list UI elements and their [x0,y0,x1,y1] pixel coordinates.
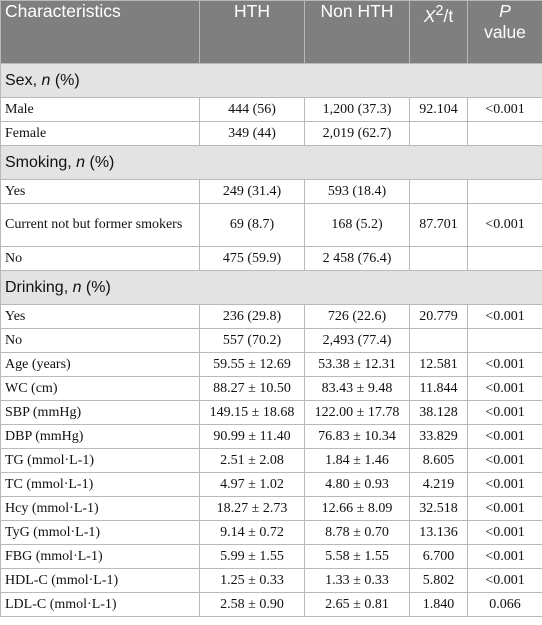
cell-hth: 349 (44) [200,122,305,146]
cell-p-value: <0.001 [468,449,542,473]
cell-hth: 59.55 ± 12.69 [200,353,305,377]
row-label: LDL-C (mmol·L-1) [1,593,200,617]
cell-non-hth: 83.43 ± 9.48 [305,377,410,401]
header-stat-rest: /t [443,5,454,26]
table-row [1,247,542,271]
table-row [1,377,542,401]
cell-hth: 18.27 ± 2.73 [200,497,305,521]
header-stat-x: X [423,5,436,26]
cell-non-hth: 2,493 (77.4) [305,329,410,353]
cell-p-value: 0.066 [468,593,542,617]
cell-statistic: 13.136 [410,521,468,545]
table-row [1,329,542,353]
cell-non-hth: 5.58 ± 1.55 [305,545,410,569]
cell-statistic [410,247,468,271]
header-p-word: value [484,22,526,42]
table-row [1,98,542,122]
cell-p-value: <0.001 [468,473,542,497]
row-label: Current not but former smokers [1,204,200,247]
table-row [1,180,542,204]
cell-p-value [468,329,542,353]
cell-p-value [468,247,542,271]
header-p-letter: P [499,1,511,21]
cell-non-hth: 2,019 (62.7) [305,122,410,146]
table-row [1,473,542,497]
section-title: Smoking, n (%) [1,146,542,180]
row-label: TG (mmol·L-1) [1,449,200,473]
cell-non-hth: 2 458 (76.4) [305,247,410,271]
cell-hth: 2.58 ± 0.90 [200,593,305,617]
cell-statistic: 1.840 [410,593,468,617]
cell-non-hth: 726 (22.6) [305,305,410,329]
table-row [1,569,542,593]
cell-p-value: <0.001 [468,401,542,425]
row-label: SBP (mmHg) [1,401,200,425]
header-hth: HTH [200,1,305,64]
cell-statistic: 4.219 [410,473,468,497]
cell-non-hth: 1.84 ± 1.46 [305,449,410,473]
cell-non-hth: 76.83 ± 10.34 [305,425,410,449]
cell-p-value: <0.001 [468,377,542,401]
row-label: No [1,329,200,353]
cell-hth: 90.99 ± 11.40 [200,425,305,449]
cell-non-hth: 122.00 ± 17.78 [305,401,410,425]
cell-statistic: 6.700 [410,545,468,569]
cell-statistic: 32.518 [410,497,468,521]
cell-non-hth: 53.38 ± 12.31 [305,353,410,377]
cell-statistic: 38.128 [410,401,468,425]
table-row [1,204,542,247]
cell-hth: 557 (70.2) [200,329,305,353]
section-drinking [1,271,542,305]
cell-p-value: <0.001 [468,353,542,377]
cell-p-value [468,180,542,204]
table-row [1,353,542,377]
row-label: WC (cm) [1,377,200,401]
cell-non-hth: 8.78 ± 0.70 [305,521,410,545]
row-label: No [1,247,200,271]
header-statistic [410,1,468,64]
table-row [1,593,542,617]
row-label: Yes [1,180,200,204]
cell-hth: 5.99 ± 1.55 [200,545,305,569]
cell-hth: 2.51 ± 2.08 [200,449,305,473]
cell-non-hth: 1.33 ± 0.33 [305,569,410,593]
header-non-hth: Non HTH [305,1,410,64]
cell-p-value: <0.001 [468,497,542,521]
table-row [1,545,542,569]
cell-statistic [410,329,468,353]
cell-p-value: <0.001 [468,521,542,545]
cell-hth: 149.15 ± 18.68 [200,401,305,425]
cell-non-hth: 1,200 (37.3) [305,98,410,122]
table-row [1,497,542,521]
cell-statistic: 11.844 [410,377,468,401]
cell-p-value [468,122,542,146]
cell-statistic: 87.701 [410,204,468,247]
cell-p-value: <0.001 [468,204,542,247]
table-row [1,521,542,545]
section-smoking [1,146,542,180]
table-row [1,305,542,329]
section-title: Sex, n (%) [1,64,542,98]
section-sex [1,64,542,98]
cell-hth: 9.14 ± 0.72 [200,521,305,545]
cell-p-value: <0.001 [468,569,542,593]
cell-non-hth: 593 (18.4) [305,180,410,204]
cell-p-value: <0.001 [468,425,542,449]
cell-non-hth: 2.65 ± 0.81 [305,593,410,617]
cell-statistic: 8.605 [410,449,468,473]
cell-hth: 475 (59.9) [200,247,305,271]
table-row [1,425,542,449]
row-label: TC (mmol·L-1) [1,473,200,497]
table-row [1,401,542,425]
row-label: Hcy (mmol·L-1) [1,497,200,521]
cell-non-hth: 12.66 ± 8.09 [305,497,410,521]
cell-non-hth: 4.80 ± 0.93 [305,473,410,497]
cell-p-value: <0.001 [468,545,542,569]
cell-hth: 444 (56) [200,98,305,122]
row-label: Male [1,98,200,122]
cell-hth: 236 (29.8) [200,305,305,329]
cell-statistic: 33.829 [410,425,468,449]
section-title: Drinking, n (%) [1,271,542,305]
row-label: HDL-C (mmol·L-1) [1,569,200,593]
table-row [1,122,542,146]
cell-hth: 249 (31.4) [200,180,305,204]
row-label: Female [1,122,200,146]
cell-hth: 88.27 ± 10.50 [200,377,305,401]
cell-p-value: <0.001 [468,98,542,122]
header-stat-sup: 2 [435,3,444,19]
row-label: Yes [1,305,200,329]
cell-statistic: 92.104 [410,98,468,122]
row-label: TyG (mmol·L-1) [1,521,200,545]
cell-statistic [410,180,468,204]
cell-statistic: 12.581 [410,353,468,377]
cell-hth: 69 (8.7) [200,204,305,247]
cell-hth: 1.25 ± 0.33 [200,569,305,593]
cell-statistic: 5.802 [410,569,468,593]
row-label: DBP (mmHg) [1,425,200,449]
header-p-value [468,1,542,64]
row-label: FBG (mmol·L-1) [1,545,200,569]
cell-statistic [410,122,468,146]
table-row [1,449,542,473]
cell-non-hth: 168 (5.2) [305,204,410,247]
cell-hth: 4.97 ± 1.02 [200,473,305,497]
header-characteristics: Characteristics [1,1,200,64]
cell-statistic: 20.779 [410,305,468,329]
row-label: Age (years) [1,353,200,377]
table-header-row [1,1,542,64]
cell-p-value: <0.001 [468,305,542,329]
